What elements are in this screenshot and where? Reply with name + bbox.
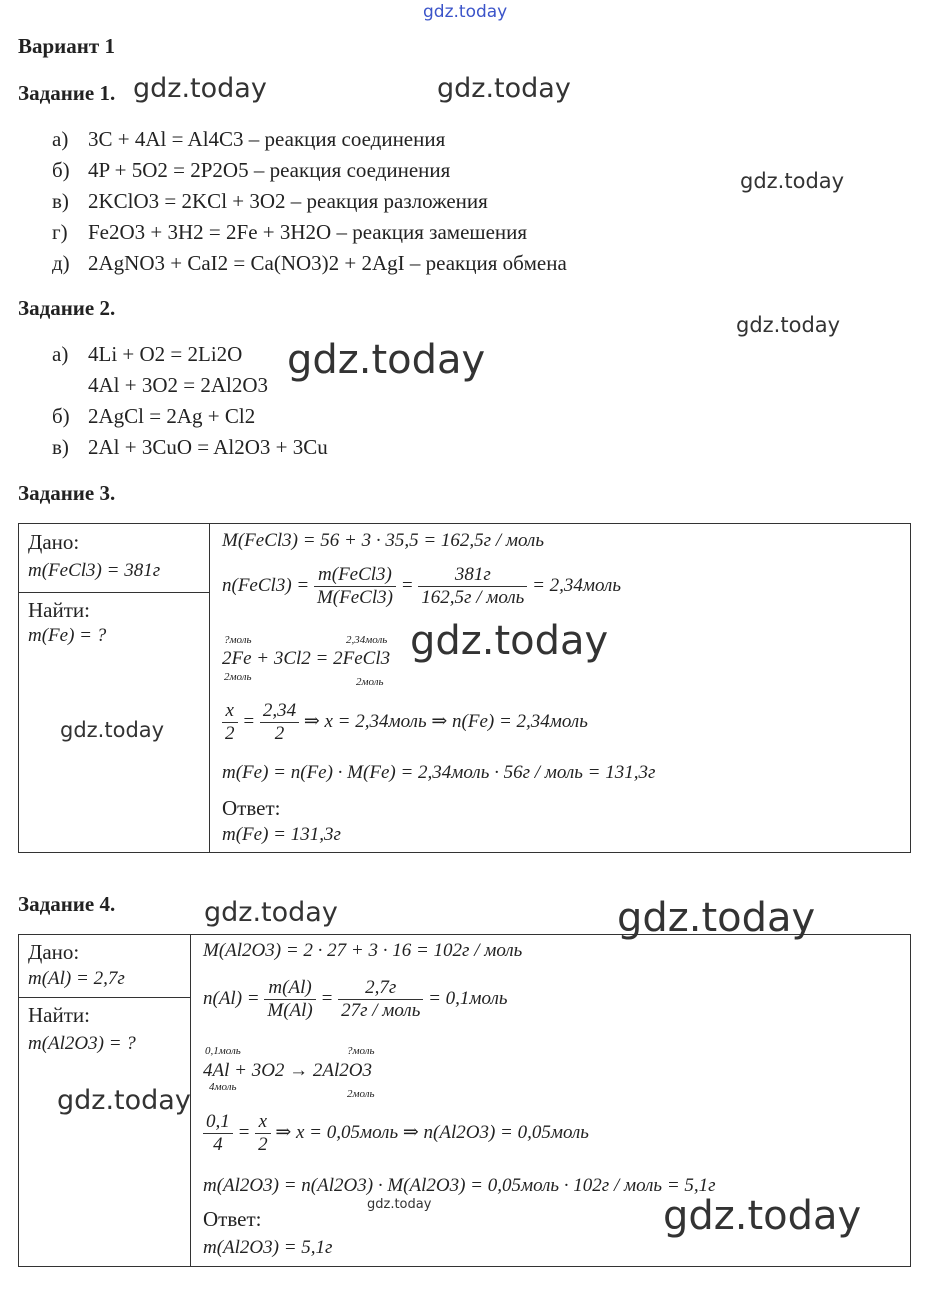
task2-line-c	[52, 435, 328, 460]
fraction-numerator: 381г	[418, 564, 527, 587]
fraction-denominator: 2	[225, 723, 235, 744]
task2-line-a2	[52, 373, 268, 398]
item-mark: а)	[52, 342, 69, 366]
fraction-numerator: 2,34	[260, 700, 299, 723]
task1-line-d	[52, 220, 527, 245]
equation-text: 2Al + 3CuO = Al2O3 + 3Cu	[88, 435, 328, 459]
proportion-result: ⇒ x = 0,05моль ⇒ n(Al2O3) = 0,05моль	[275, 1121, 589, 1143]
fraction-denominator: 4	[213, 1134, 223, 1155]
eq-below-left: 2моль	[224, 671, 252, 683]
answer-label: Ответ:	[222, 796, 281, 820]
fraction-denominator: 27г / моль	[341, 1000, 421, 1021]
fraction-denominator: 2	[258, 1134, 268, 1155]
given-value: m(FeCl3) = 381г	[28, 560, 161, 581]
find-value: m(Al2O3) = ?	[28, 1033, 136, 1054]
task2-line-a1	[52, 342, 242, 367]
find-label: Найти:	[28, 1003, 90, 1027]
watermark: gdz.today	[367, 1197, 432, 1212]
answer-value: m(Fe) = 131,3г	[222, 824, 341, 845]
task4-heading: Задание 4.	[18, 892, 116, 916]
watermark: gdz.today	[287, 337, 486, 383]
answer-value: m(Al2O3) = 5,1г	[203, 1237, 333, 1258]
eq-below-left: 4моль	[209, 1081, 237, 1093]
watermark: gdz.today	[663, 1193, 862, 1239]
equation-text: 4Li + O2 = 2Li2O	[88, 342, 243, 366]
item-mark: б)	[52, 404, 70, 428]
given-value: m(Al) = 2,7г	[28, 968, 125, 989]
task2-heading: Задание 2.	[18, 296, 116, 320]
fraction-numerator: 2,7г	[338, 977, 423, 1000]
amount-result: = 2,34моль	[532, 574, 621, 596]
equation-text: 2AgCl = 2Ag + Cl2	[88, 404, 256, 428]
proportion-fraction-left	[203, 1111, 233, 1156]
task3-find-cell	[18, 592, 210, 853]
equation-text: 2AgNO3 + CaI2 = Ca(NO3)2 + 2AgI – реакция обмена	[88, 251, 567, 275]
fraction-numerator: m(Al)	[264, 977, 315, 1000]
amount-fraction-values	[418, 564, 527, 609]
eq-below-right: 2моль	[356, 676, 384, 688]
fraction-numerator: 0,1	[203, 1111, 233, 1134]
proportion-result: ⇒ x = 2,34моль ⇒ n(Fe) = 2,34моль	[303, 710, 588, 732]
given-label: Дано:	[28, 940, 80, 964]
task3-heading: Задание 3.	[18, 481, 116, 505]
reaction-equation: 4Al + 3O2 → 2Al2O3	[203, 1060, 373, 1081]
task3-solution-cell	[209, 523, 911, 853]
watermark: gdz.today	[57, 1085, 191, 1116]
eq-below-right: 2моль	[347, 1088, 375, 1100]
reaction-equation: 2Fe + 3Cl2 = 2FeCl3	[222, 648, 391, 669]
watermark: gdz.today	[60, 718, 165, 742]
item-mark: б)	[52, 158, 70, 182]
fraction-numerator: m(FeCl3)	[314, 564, 396, 587]
task4-find-cell	[18, 997, 191, 1267]
task1-line-b	[52, 158, 450, 183]
amount-result: = 0,1моль	[428, 987, 508, 1009]
proportion-line: $\frac{0,1}{4}$ = $\frac{x}{2}$ ⇒ x = 0,05моль ⇒ n(Al2O3) = 0,05моль	[203, 1111, 589, 1156]
eq-above-right: ?моль	[347, 1045, 375, 1057]
equation-text: Fe2O3 + 3H2 = 2Fe + 3H2O – реакция замешения	[88, 220, 528, 244]
proportion-fraction-right	[260, 700, 299, 745]
watermark: gdz.today	[617, 895, 816, 941]
equation-text: 3C + 4Al = Al4C3 – реакция соединения	[88, 127, 446, 151]
task2-line-b	[52, 404, 255, 429]
equation-text: 4Al + 3O2 = 2Al2O3	[88, 373, 269, 397]
item-mark: д)	[52, 251, 70, 275]
eq-above-left: ?моль	[224, 634, 252, 646]
task4-solution-cell	[190, 934, 911, 1267]
proportion-fraction-right	[255, 1111, 271, 1156]
mass-line: m(Fe) = n(Fe) · M(Fe) = 2,34моль · 56г / моль = 131,3г	[222, 762, 656, 783]
watermark: gdz.today	[740, 169, 845, 193]
amount-line: n(FeCl3) = $\frac{\text{m(FeCl3)}}{\text{M(FeCl3)}}$ = $\frac{381г}{\text{162,5г / моль}}$ = 2,34моль	[222, 564, 621, 608]
given-label: Дано:	[28, 530, 80, 554]
item-mark: в)	[52, 189, 69, 213]
fraction-numerator: x	[222, 700, 238, 723]
eq-above-right: 2,34моль	[346, 634, 388, 646]
variant-title: Вариант 1	[18, 34, 115, 58]
proportion-fraction-left	[222, 700, 238, 745]
item-mark: в)	[52, 435, 69, 459]
equation-text: 2KClO3 = 2KCl + 3O2 – реакция разложения	[88, 189, 488, 213]
watermark: gdz.today	[736, 313, 841, 337]
task1-line-e	[52, 251, 567, 276]
fraction-denominator: M(FeCl3)	[316, 587, 393, 608]
amount-lhs: n(Al) =	[203, 987, 260, 1009]
watermark-top: gdz.today	[423, 2, 508, 22]
molar-mass-line: M(FeCl3) = 56 + 3 · 35,5 = 162,5г / моль	[222, 530, 544, 551]
amount-fraction-values	[338, 977, 423, 1022]
fraction-denominator: 162,5г / моль	[421, 587, 525, 608]
watermark: gdz.today	[410, 618, 609, 664]
watermark: gdz.today	[437, 73, 571, 104]
find-label: Найти:	[28, 598, 90, 622]
find-value: m(Fe) = ?	[28, 625, 107, 646]
task1-line-c	[52, 189, 488, 214]
item-mark: а)	[52, 127, 69, 151]
amount-lhs: n(FeCl3) =	[222, 574, 310, 596]
watermark: gdz.today	[204, 897, 338, 928]
watermark: gdz.today	[133, 73, 267, 104]
item-mark: г)	[52, 220, 68, 244]
task1-line-a	[52, 127, 445, 152]
fraction-denominator: 2	[274, 723, 285, 744]
fraction-denominator: M(Al)	[267, 1000, 313, 1021]
equation-text: 4P + 5O2 = 2P2O5 – реакция соединения	[88, 158, 451, 182]
mass-line: m(Al2O3) = n(Al2O3) · M(Al2O3) = 0,05моль · 102г / моль = 5,1г	[203, 1175, 716, 1196]
amount-fraction-formula	[314, 564, 396, 609]
molar-mass-line: M(Al2O3) = 2 · 27 + 3 · 16 = 102г / моль	[203, 940, 523, 961]
proportion-line: $\frac{x}{2}$ = $\frac{2,34}{2}$ ⇒ x = 2,34моль ⇒ n(Fe) = 2,34моль	[222, 700, 588, 745]
task4-given-cell	[18, 934, 191, 998]
answer-label: Ответ:	[203, 1207, 262, 1231]
eq-above-left: 0,1моль	[205, 1045, 241, 1057]
task1-heading: Задание 1.	[18, 81, 116, 105]
amount-fraction-formula	[264, 977, 315, 1022]
fraction-numerator: x	[255, 1111, 271, 1134]
task3-given-cell	[18, 523, 210, 593]
amount-line: n(Al) = $\frac{m(Al)}{M(Al)}$ = $\frac{2,7г}{\text{27г / моль}}$ = 0,1моль	[203, 977, 508, 1021]
